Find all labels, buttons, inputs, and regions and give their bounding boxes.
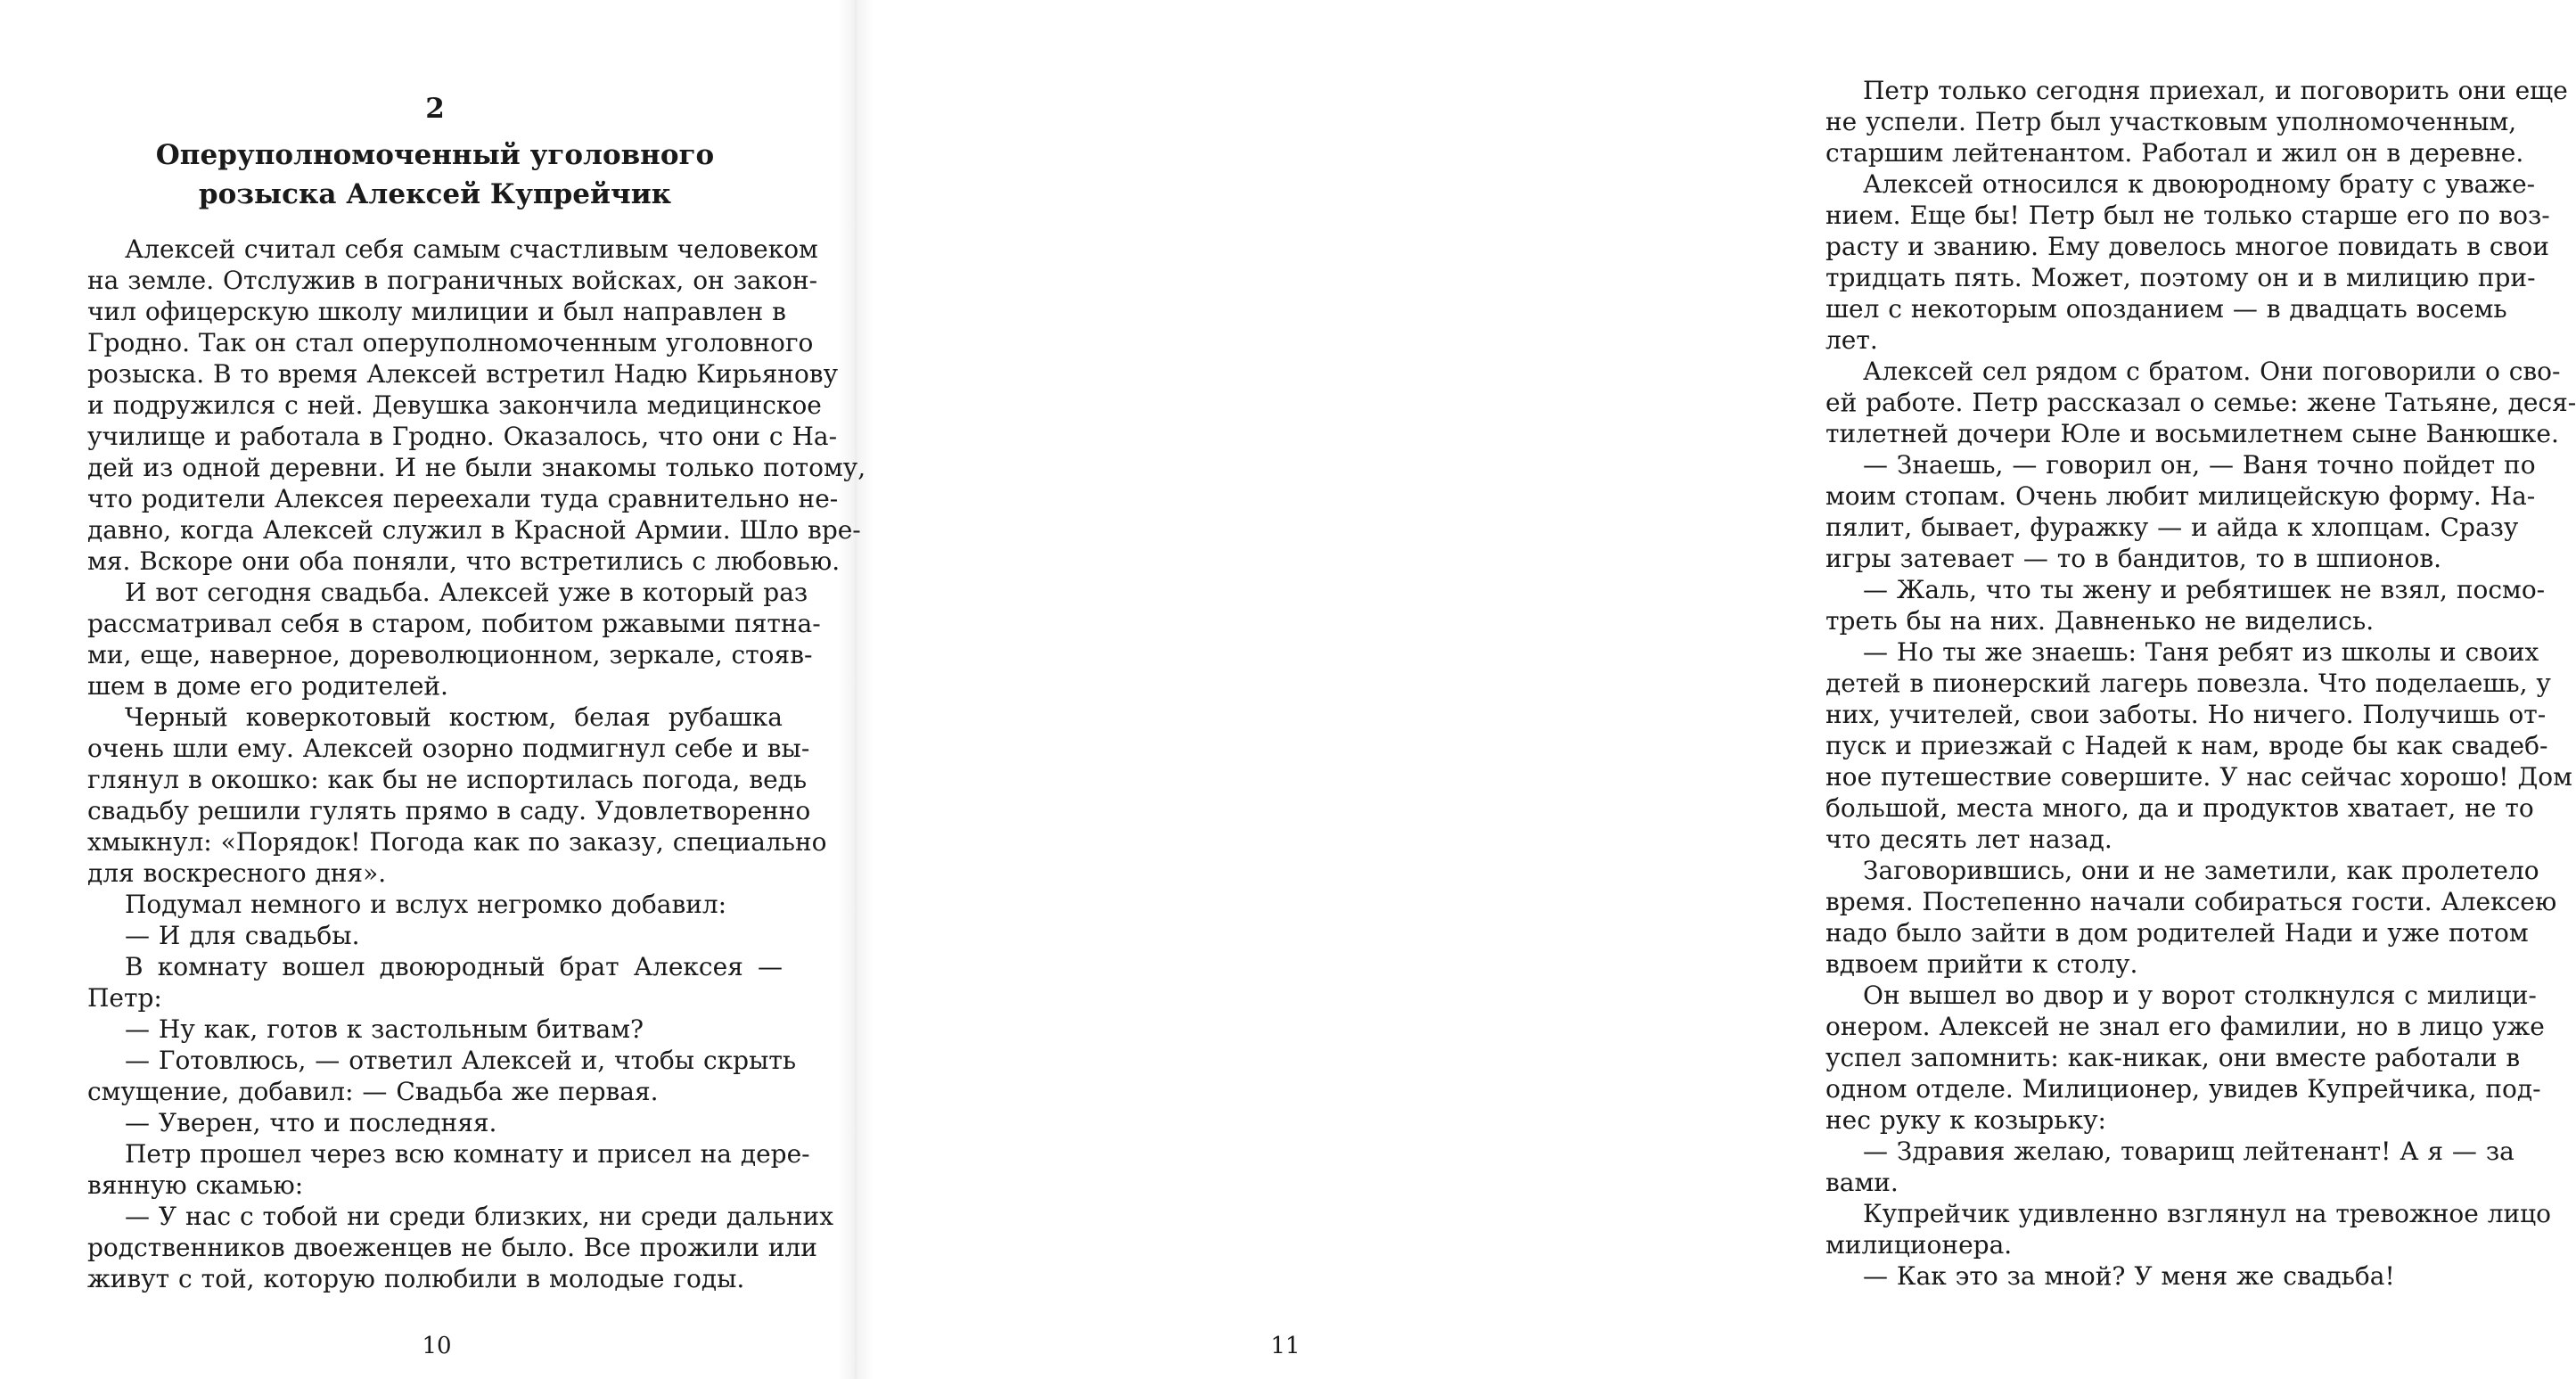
text-line: очень шли ему. Алексей озорно подмигнул себе и вы- (87, 734, 810, 763)
chapter-title-line: Оперуполномоченный уголовного (155, 139, 715, 171)
text-line: — Как это за мной? У меня же свадьба! (1863, 1261, 2395, 1291)
text-line: Петр: (87, 983, 162, 1013)
text-line: Заговорившись, они и не заметили, как пролетело (1863, 856, 2539, 885)
text-line: тридцать пять. Может, поэтому он и в милицию при- (1825, 263, 2536, 292)
text-line: живут с той, которую полюбили в молодые годы. (87, 1264, 745, 1293)
text-line: старшим лейтенантом. Работал и жил он в деревне. (1825, 138, 2524, 168)
text-line: детей в пионерский лагерь повезла. Что поделаешь, у (1825, 669, 2551, 698)
text-line: что десять лет назад. (1825, 825, 2112, 854)
text-line: успел запомнить: как-никак, они вместе работали в (1825, 1043, 2521, 1072)
text-line: них, учителей, свои заботы. Но ничего. Получишь от- (1825, 700, 2547, 729)
text-line: пуск и приезжай с Надей к нам, вроде бы как свадеб- (1825, 731, 2548, 760)
text-line: лет. (1825, 325, 1878, 355)
text-line: шем в доме его родителей. (87, 671, 448, 701)
text-line: милиционера. (1825, 1230, 2013, 1260)
page-left (0, 0, 866, 1379)
text-line: Он вышел во двор и у ворот столкнулся с милици- (1863, 981, 2537, 1010)
text-line: онером. Алексей не знал его фамилии, но в лицо уже (1825, 1012, 2545, 1041)
text-line: глянул в окошко: как бы не испортилась погода, ведь (87, 765, 808, 794)
text-line: не успели. Петр был участковым уполномоченным, (1825, 107, 2517, 136)
text-line: Алексей относился к двоюродному брату с уваже- (1863, 169, 2536, 199)
text-line: нес руку к козырьку: (1825, 1105, 2106, 1135)
text-line: одном отделе. Милиционер, увидев Купрейчика, под- (1825, 1074, 2541, 1104)
text-line: Гродно. Так он стал оперуполномоченным уголовного (87, 328, 814, 357)
text-line: надо было зайти в дом родителей Нади и уже потом (1825, 918, 2529, 948)
text-line: Алексей считал себя самым счастливым человеком (125, 234, 818, 264)
text-line: — Ну как, готов к застольным битвам? (125, 1014, 644, 1044)
text-line: большой, места много, да и продуктов хватает, не то (1825, 793, 2534, 823)
page-right (856, 0, 2576, 1379)
text-line: для воскресного дня». (87, 858, 387, 888)
text-line: расту и званию. Ему довелось многое повидать в свои (1825, 232, 2549, 261)
text-line: рассматривал себя в старом, побитом ржавыми пятна- (87, 609, 821, 638)
text-line: Алексей сел рядом с братом. Они поговорили о сво- (1863, 357, 2561, 386)
text-line: — Знаешь, — говорил он, — Ваня точно пойдет по (1863, 450, 2536, 480)
text-line: Петр прошел через всю комнату и присел на дере- (125, 1139, 810, 1169)
text-line: игры затевает — то в бандитов, то в шпионов. (1825, 544, 2442, 573)
text-line: ей работе. Петр рассказал о семье: жене Татьяне, деся- (1825, 388, 2576, 417)
text-line: моим стопам. Очень любит милицейскую форму. На- (1825, 481, 2536, 511)
text-line: на земле. Отслужив в пограничных войсках, он закон- (87, 266, 818, 295)
page-number-right: 11 (1270, 1333, 1300, 1359)
text-line: Подумал немного и вслух негромко добавил: (125, 890, 727, 919)
text-line: чил офицерскую школу милиции и был направлен в (87, 297, 786, 326)
text-line: шел с некоторым опозданием — в двадцать восемь (1825, 294, 2507, 324)
text-line: училище и работала в Гродно. Оказалось, что они с На- (87, 422, 838, 451)
text-line: время. Постепенно начали собираться гости. Алексею (1825, 887, 2557, 916)
text-line: — У нас с тобой ни среди близких, ни среди дальних (125, 1202, 833, 1231)
right-page-text (1825, 75, 2576, 1292)
text-line: ми, еще, наверное, дореволюционном, зеркале, стояв- (87, 640, 813, 669)
text-line: пялит, бывает, фуражку — и айда к хлопцам. Сразу (1825, 513, 2519, 542)
text-line: смущение, добавил: — Свадьба же первая. (87, 1077, 659, 1106)
left-page-text (87, 234, 866, 1294)
text-line: Петр только сегодня приехал, и поговорить они еще (1863, 76, 2568, 105)
text-line: вянную скамью: (87, 1170, 304, 1200)
text-line: Черный коверкотовый костюм, белая рубашка (125, 702, 783, 732)
chapter-number: 2 (425, 93, 445, 125)
text-line: В комнату вошел двоюродный брат Алексея — (125, 952, 783, 981)
text-line: треть бы на них. Давненько не виделись. (1825, 606, 2375, 636)
text-line: Купрейчик удивленно взглянул на тревожное лицо (1863, 1199, 2552, 1228)
text-line: родственников двоеженцев не было. Все прожили или (87, 1233, 817, 1262)
page-number-left: 10 (422, 1333, 452, 1359)
text-line: хмыкнул: «Порядок! Погода как по заказу, специально (87, 827, 827, 857)
text-line: нием. Еще бы! Петр был не только старше его по воз- (1825, 201, 2550, 230)
text-line: дей из одной деревни. И не были знакомы только потому, (87, 453, 866, 482)
text-line: тилетней дочери Юле и восьмилетнем сыне Ванюшке. (1825, 419, 2559, 448)
text-line: вдвоем прийти к столу. (1825, 949, 2138, 979)
chapter-title-line: розыска Алексей Купрейчик (198, 178, 672, 210)
text-line: И вот сегодня свадьба. Алексей уже в который раз (125, 578, 808, 607)
text-line: — Но ты же знаешь: Таня ребят из школы и своих (1863, 637, 2539, 667)
text-line: — Здравия желаю, товарищ лейтенант! А я — за (1863, 1137, 2514, 1166)
text-line: свадьбу решили гулять прямо в саду. Удовлетворенно (87, 796, 811, 825)
text-line: давно, когда Алексей служил в Красной Армии. Шло вре- (87, 515, 861, 545)
text-line: ное путешествие совершите. У нас сейчас хорошо! Дом (1825, 762, 2572, 792)
text-line: розыска. В то время Алексей встретил Надю Кирьянову (87, 359, 839, 389)
text-line: вами. (1825, 1168, 1899, 1197)
text-line: — Уверен, что и последняя. (125, 1108, 497, 1137)
text-line: — И для свадьбы. (125, 921, 360, 950)
text-line: — Готовлюсь, — ответил Алексей и, чтобы скрыть (125, 1046, 797, 1075)
text-line: и подружился с ней. Девушка закончила медицинское (87, 390, 822, 420)
text-line: мя. Вскоре они оба поняли, что встретились с любовью. (87, 546, 841, 576)
text-line: — Жаль, что ты жену и ребятишек не взял, посмо- (1863, 575, 2546, 604)
text-line: что родители Алексея переехали туда сравнительно не- (87, 484, 839, 513)
chapter-title (87, 135, 783, 214)
